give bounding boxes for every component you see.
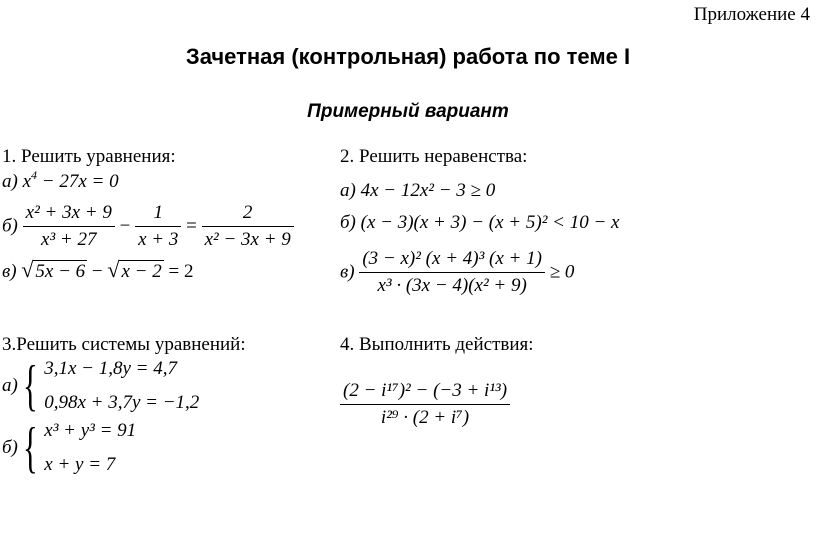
task-1-heading: 1. Решить уравнения:	[2, 146, 176, 167]
fraction-2v: $\frac{\text{(3 − x)² (x + 4)³ (x + 1)}}{\text{x³ · (3x − 4)(x² + 9)}}$	[359, 248, 545, 297]
label-v: в)	[2, 261, 17, 282]
fraction-4: $\frac{\text{(2 − i¹⁷)² − (−3 + i¹³)}}{\text{i²⁹ · (2 + i⁷)}}$	[340, 380, 510, 429]
page-subtitle: Примерный вариант	[307, 101, 509, 122]
fraction-1: $\frac{\text{x² + 3x + 9}}{\text{x³ + 27}}$	[23, 202, 115, 251]
task-2-heading: 2. Решить неравенства:	[340, 146, 528, 167]
page-title: Зачетная (контрольная) работа по теме I	[185, 44, 631, 69]
task-2v-inequality: в) $\frac{\text{(3 − x)² (x + 4)³ (x + 1)}}{\text{x³ · (3x − 4)(x² + 9)}}$ ≥ 0	[340, 248, 575, 296]
task-3a-system: а) { 3,1x − 1,8y = 4,7 0,98x + 3,7y = −1,2	[2, 355, 200, 417]
appendix-label: Приложение 4	[693, 4, 810, 25]
task-4-expression	[340, 380, 510, 429]
label-a: а)	[2, 171, 18, 192]
task-3-heading: 3.Решить системы уравнений:	[2, 334, 246, 355]
task-2b-inequality: б) (x − 3)(x + 3) − (x + 5)² < 10 − x	[340, 212, 620, 233]
task-1a-equation: а) $x^4 - 27x = 0$	[2, 168, 119, 192]
fraction-2: $\frac{1}{x + 3}$	[135, 202, 181, 251]
label-b: б)	[2, 215, 18, 237]
fraction-3: $\frac{2}{\text{x² − 3x + 9}}$	[202, 202, 294, 251]
task-1v-equation: в) √ 5x − 6 − √ x − 2 = 2	[2, 257, 194, 282]
task-3b-system: б) { x³ + y³ = 91 x + y = 7	[2, 417, 137, 479]
task-2a-inequality: а) 4x − 12x² − 3 ≥ 0	[340, 180, 496, 201]
task-1b-equation: б) $\frac{\text{x² + 3x + 9}}{\text{x³ + 27}}$ − $\frac{1}{x + 3}$ = $\frac{2}{\text{x² − 3x + 9}}$	[2, 202, 294, 251]
task-4-heading: 4. Выполнить действия:	[340, 334, 534, 355]
